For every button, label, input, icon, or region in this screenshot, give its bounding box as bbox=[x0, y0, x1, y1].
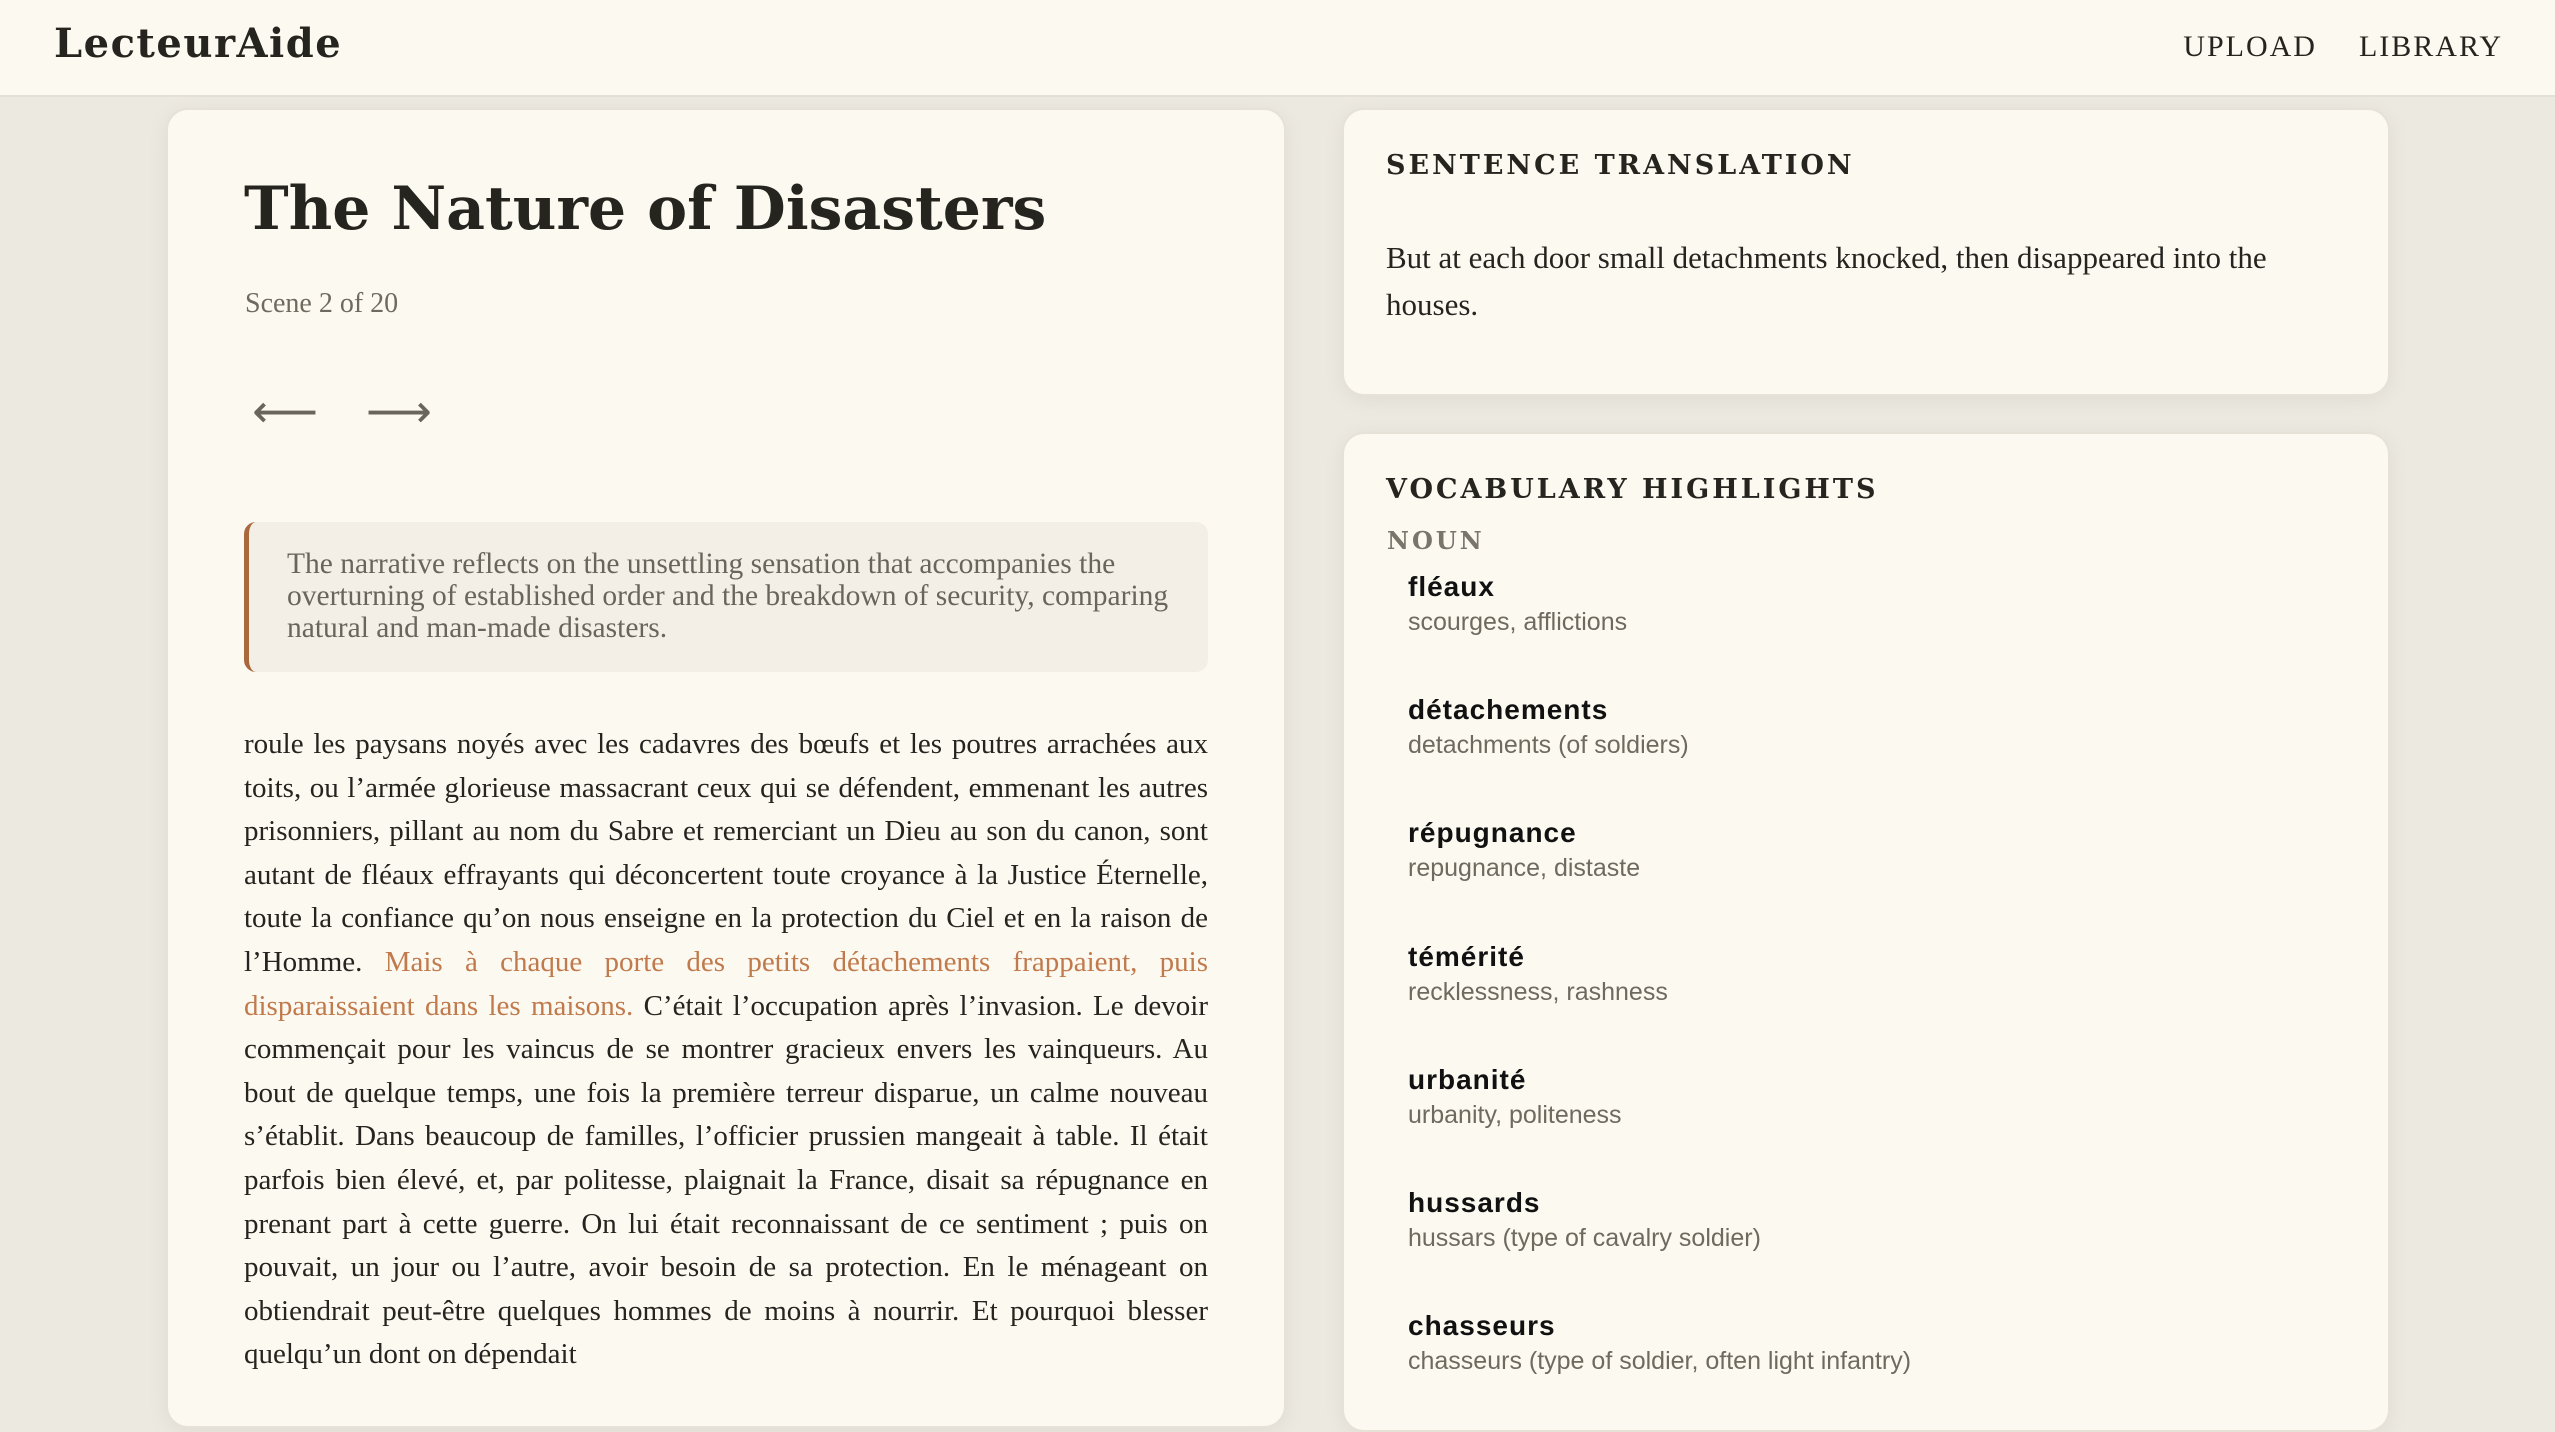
part-of-speech-label: NOUN bbox=[1387, 526, 1485, 555]
nav-upload-link[interactable]: UPLOAD bbox=[2183, 30, 2317, 63]
story-title: The Nature of Disasters bbox=[244, 174, 1047, 244]
vocabulary-list bbox=[1408, 570, 1911, 1432]
vocab-item bbox=[1408, 816, 1911, 939]
passage-text[interactable]: C’était l’occupation après l’invasion. Le devoir commençait pour les vaincus de se montrer gracieux envers les vainqueurs. Au bout de quelque temps, une fois la première terreur disparue, un calme nouveau s’établit. Dans beaucoup de familles, l’officier prussien mangeait à table. Il était parfois bien élevé, et, par politesse, plaignait la France, disait sa répugnance en prenant part à cette guerre. On lui était reconnaissant de ce sentiment ; puis on pouvait, un jour ou l’autre, avoir besoin de sa protection. En le ménageant on obtiendrait peut-être quelques hommes de moins à nourrir. Et pourquoi blesser quelqu’un dont on dépendait bbox=[244, 989, 1208, 1371]
vocabulary-heading: VOCABULARY HIGHLIGHTS bbox=[1386, 474, 1879, 505]
scene-summary: The narrative reflects on the unsettling sensation that accompanies the overturning of established order and the breakdown of security, comparing natural and man-made disasters. bbox=[244, 522, 1208, 672]
scene-indicator: Scene 2 of 20 bbox=[245, 288, 399, 319]
vocab-item bbox=[1408, 1063, 1911, 1186]
vocab-word: urbanité bbox=[1408, 1063, 1527, 1095]
vocab-word: hussards bbox=[1408, 1186, 1541, 1218]
translation-text: But at each door small detachments knocked, then disappeared into the houses. bbox=[1386, 240, 2267, 322]
highlighted-sentence[interactable]: Mais à chaque porte des petits détachements frappaient, puis disparaissaient dans les maisons. bbox=[244, 945, 1208, 1022]
nav-library-link[interactable]: LIBRARY bbox=[2358, 30, 2503, 63]
vocab-word: détachements bbox=[1408, 694, 1609, 726]
top-bar bbox=[0, 0, 2555, 97]
vocab-item bbox=[1408, 940, 1911, 1063]
vocab-word: répugnance bbox=[1408, 817, 1577, 849]
vocab-item bbox=[1408, 1186, 1911, 1309]
vocab-item bbox=[1408, 1309, 1911, 1432]
vocab-gloss: recklessness, rashness bbox=[1408, 977, 1668, 1006]
scene-navigation bbox=[252, 384, 432, 438]
vocab-gloss: chasseurs (type of soldier, often light infantry) bbox=[1408, 1347, 1912, 1376]
vocab-word: témérité bbox=[1408, 940, 1525, 972]
story-passage bbox=[244, 723, 1208, 1377]
translation-heading: SENTENCE TRANSLATION bbox=[1386, 150, 1855, 181]
vocab-gloss: detachments (of soldiers) bbox=[1408, 731, 1689, 760]
vocab-gloss: hussars (type of cavalry soldier) bbox=[1408, 1223, 1761, 1252]
vocab-item bbox=[1408, 570, 1911, 693]
vocab-gloss: scourges, afflictions bbox=[1408, 608, 1628, 636]
main-nav bbox=[2183, 30, 2503, 64]
vocab-word: chasseurs bbox=[1408, 1310, 1556, 1342]
vocab-gloss: urbanity, politeness bbox=[1408, 1100, 1622, 1129]
vocab-word: fléaux bbox=[1408, 571, 1495, 602]
translation-card bbox=[1342, 108, 2390, 396]
previous-scene-arrow-icon[interactable]: ⟵ bbox=[252, 384, 318, 438]
next-scene-arrow-icon[interactable]: ⟶ bbox=[365, 384, 432, 438]
brand-logo[interactable]: LecteurAide bbox=[54, 20, 343, 67]
reader-card bbox=[166, 108, 1286, 1428]
passage-text[interactable]: roule les paysans noyés avec les cadavres des bœufs et les poutres arrachées aux toits, ou l’armée glorieuse massacrant ceux qui se défendent, emmenant les autres prisonniers, pillant au nom du Sabre et remerciant un Dieu au son du canon, sont autant de fléaux effrayants qui déconcertent toute croyance à la Justice Éternelle, toute la confiance qu’on nous enseigne en la protection du Ciel et en la raison de l’Homme. bbox=[244, 728, 1208, 978]
vocabulary-card bbox=[1342, 432, 2390, 1432]
vocab-gloss: repugnance, distaste bbox=[1408, 854, 1641, 883]
vocab-item bbox=[1408, 693, 1911, 816]
